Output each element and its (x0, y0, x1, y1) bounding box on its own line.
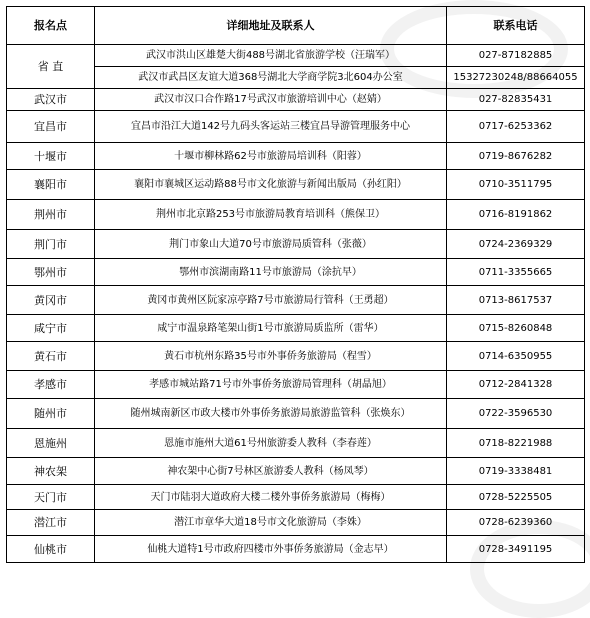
header-phone: 联系电话 (447, 7, 585, 45)
address-cell: 十堰市柳林路62号市旅游局培训科（阳蓉） (95, 143, 447, 170)
table-row (7, 111, 585, 143)
phone-cell: 0711-3355665 (447, 259, 585, 286)
table-row (7, 259, 585, 286)
table-body (7, 45, 585, 563)
address-cell: 襄阳市襄城区运动路88号市文化旅游与新闻出版局（孙红阳） (95, 170, 447, 200)
address-cell: 宜昌市沿江大道142号九码头客运站三楼宜昌导游管理服务中心 (95, 111, 447, 143)
phone-cell: 0728-5225505 (447, 485, 585, 510)
city-cell: 咸宁市 (7, 315, 95, 342)
address-cell: 孝感市城站路71号市外事侨务旅游局管理科（胡晶旭） (95, 371, 447, 399)
address-cell: 荆州市北京路253号市旅游局教育培训科（熊保卫） (95, 200, 447, 230)
table-row (7, 485, 585, 510)
phone-cell: 0712-2841328 (447, 371, 585, 399)
address-cell: 潜江市章华大道18号市文化旅游局（李姝） (95, 510, 447, 536)
phone-cell: 0724-2369329 (447, 230, 585, 259)
city-cell: 荆门市 (7, 230, 95, 259)
table-row (7, 315, 585, 342)
table-header-row (7, 7, 585, 45)
address-cell: 荆门市象山大道70号市旅游局质管科（张薇） (95, 230, 447, 259)
phone-cell: 0713-8617537 (447, 286, 585, 315)
table-row (7, 45, 585, 67)
table-row (7, 371, 585, 399)
phone-cell: 0714-6350955 (447, 342, 585, 371)
city-cell: 黄石市 (7, 342, 95, 371)
phone-cell: 0728-3491195 (447, 536, 585, 563)
address-cell: 武汉市武昌区友谊大道368号湖北大学商学院3北604办公室 (95, 67, 447, 89)
phone-cell: 0716-8191862 (447, 200, 585, 230)
phone-cell: 0719-8676282 (447, 143, 585, 170)
header-address: 详细地址及联系人 (95, 7, 447, 45)
address-cell: 咸宁市温泉路笔架山街1号市旅游局质监所（雷华） (95, 315, 447, 342)
city-cell: 荆州市 (7, 200, 95, 230)
city-cell: 随州市 (7, 399, 95, 429)
city-cell: 襄阳市 (7, 170, 95, 200)
phone-cell: 0710-3511795 (447, 170, 585, 200)
address-cell: 武汉市汉口合作路17号武汉市旅游培训中心（赵婧） (95, 89, 447, 111)
phone-cell: 0718-8221988 (447, 429, 585, 458)
table-row (7, 286, 585, 315)
table-row (7, 510, 585, 536)
city-cell: 黄冈市 (7, 286, 95, 315)
table-row (7, 458, 585, 485)
city-cell: 十堰市 (7, 143, 95, 170)
phone-cell: 0728-6239360 (447, 510, 585, 536)
table-row (7, 143, 585, 170)
table-row (7, 536, 585, 563)
address-cell: 武汉市洪山区雄楚大街488号湖北省旅游学校（汪瑞军） (95, 45, 447, 67)
city-cell: 恩施州 (7, 429, 95, 458)
address-cell: 天门市陆羽大道政府大楼二楼外事侨务旅游局（梅梅） (95, 485, 447, 510)
address-cell: 黄石市杭州东路35号市外事侨务旅游局（程雪） (95, 342, 447, 371)
city-cell: 神农架 (7, 458, 95, 485)
city-cell: 宜昌市 (7, 111, 95, 143)
table-row (7, 429, 585, 458)
table-row (7, 200, 585, 230)
phone-cell: 0715-8260848 (447, 315, 585, 342)
city-cell: 武汉市 (7, 89, 95, 111)
phone-cell: 027-87182885 (447, 45, 585, 67)
phone-cell: 15327230248/88664055 (447, 67, 585, 89)
table-row (7, 170, 585, 200)
table-row (7, 342, 585, 371)
city-cell: 鄂州市 (7, 259, 95, 286)
address-cell: 神农架中心街7号林区旅游委人教科（杨凤琴） (95, 458, 447, 485)
table-row (7, 230, 585, 259)
address-cell: 随州城南新区市政大楼市外事侨务旅游局旅游监管科（张焕东） (95, 399, 447, 429)
city-cell: 省 直 (7, 45, 95, 89)
address-cell: 黄冈市黄州区阮家凉亭路7号市旅游局行管科（王勇超） (95, 286, 447, 315)
address-cell: 鄂州市滨湖南路11号市旅游局（涂抗早） (95, 259, 447, 286)
phone-cell: 027-82835431 (447, 89, 585, 111)
address-cell: 仙桃大道特1号市政府四楼市外事侨务旅游局（金志早） (95, 536, 447, 563)
address-cell: 恩施市施州大道61号州旅游委人教科（李春莲） (95, 429, 447, 458)
phone-cell: 0722-3596530 (447, 399, 585, 429)
phone-cell: 0717-6253362 (447, 111, 585, 143)
table-row (7, 399, 585, 429)
phone-cell: 0719-3338481 (447, 458, 585, 485)
city-cell: 天门市 (7, 485, 95, 510)
header-city: 报名点 (7, 7, 95, 45)
table-row (7, 89, 585, 111)
city-cell: 孝感市 (7, 371, 95, 399)
city-cell: 仙桃市 (7, 536, 95, 563)
city-cell: 潜江市 (7, 510, 95, 536)
registration-table (6, 6, 585, 563)
